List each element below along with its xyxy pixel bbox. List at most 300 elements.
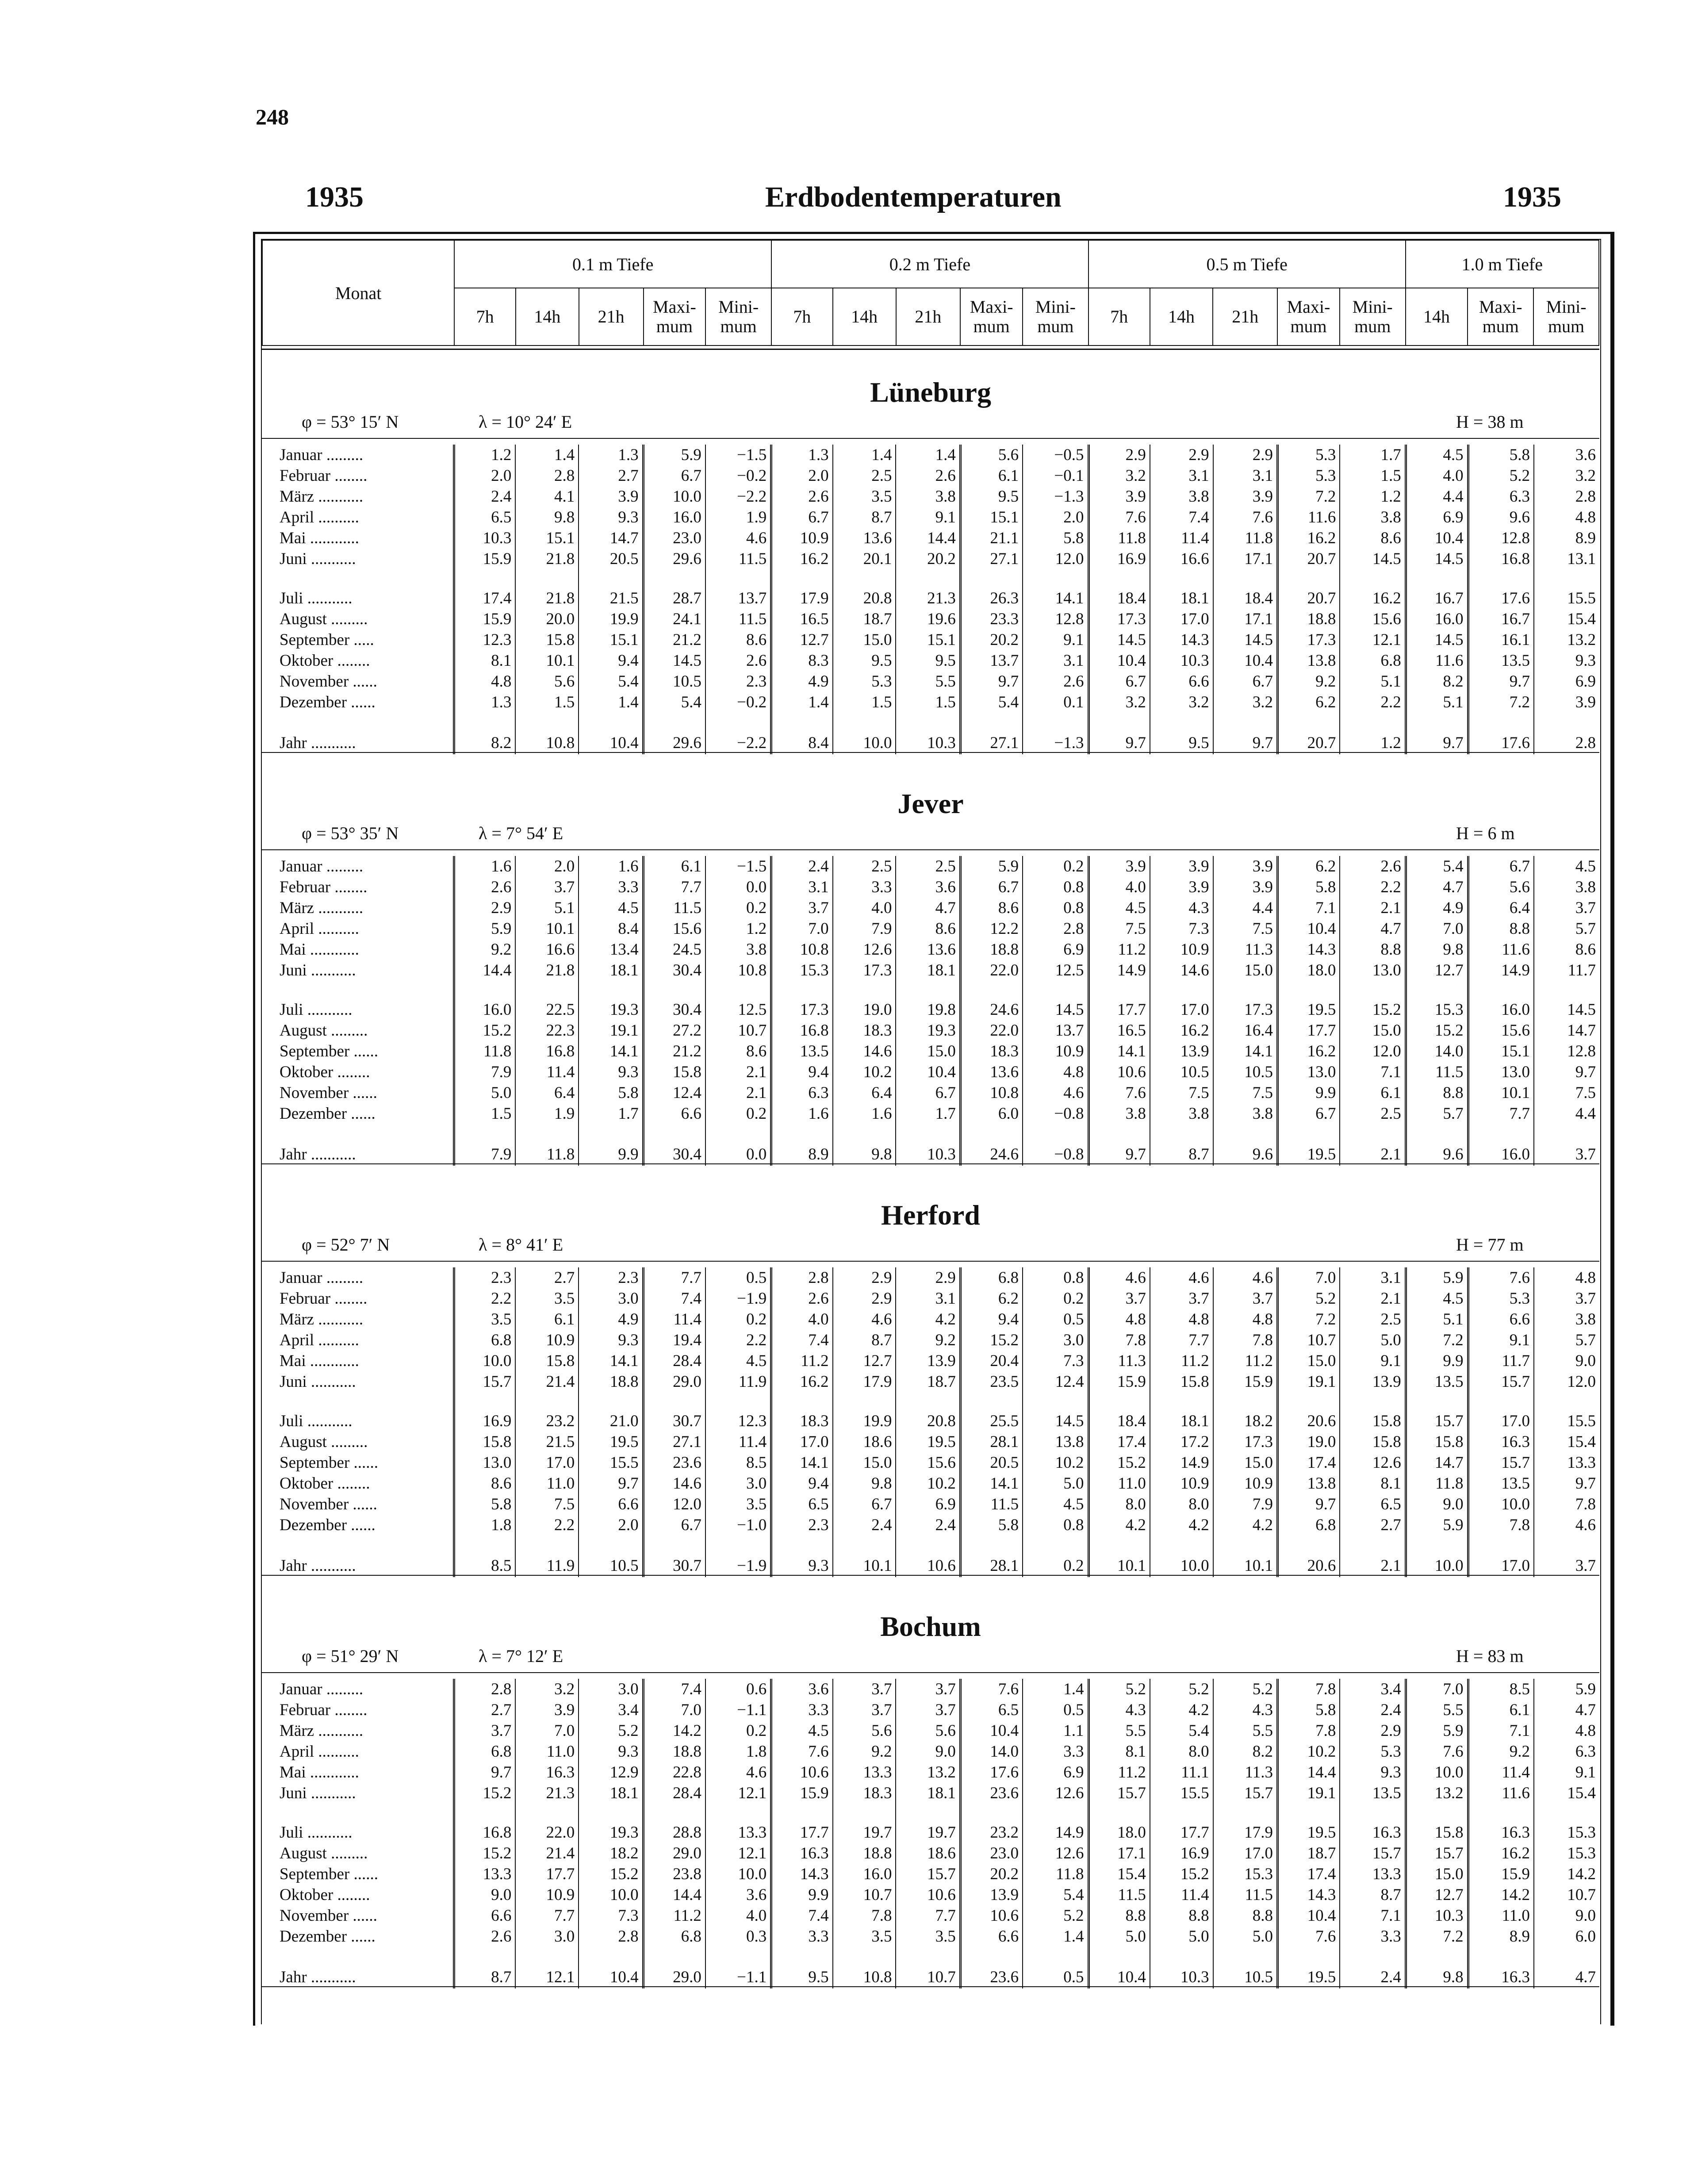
section-rule [262, 1261, 1599, 1262]
table-cell [515, 1947, 579, 1965]
table-cell: 8.0 [1150, 1494, 1213, 1515]
month-label [262, 713, 454, 731]
table-cell: 7.6 [1213, 507, 1278, 528]
table-cell: 5.2 [1150, 1679, 1213, 1700]
table-cell: 4.2 [1088, 1515, 1150, 1535]
table-cell [705, 1392, 771, 1411]
table-cell: 3.5 [454, 1309, 516, 1330]
table-cell: −1.0 [705, 1515, 771, 1535]
table-cell: 23.0 [643, 528, 705, 549]
table-cell: 7.9 [833, 918, 896, 939]
month-label: November ...... [280, 1907, 377, 1925]
table-cell [705, 1124, 771, 1143]
spacer-row [262, 713, 1599, 731]
table-cell: 28.1 [960, 1432, 1023, 1452]
table-cell: 10.0 [454, 1351, 516, 1371]
table-cell: −1.9 [705, 1288, 771, 1309]
section-rule [262, 849, 1599, 850]
table-cell: 2.9 [896, 1267, 960, 1288]
table-cell: 16.2 [1150, 1020, 1213, 1041]
table-cell: 14.6 [833, 1041, 896, 1062]
station-header [262, 1177, 1599, 1270]
table-cell [1468, 1535, 1534, 1554]
table-cell: 1.4 [833, 445, 896, 465]
table-cell: 10.4 [1088, 650, 1150, 671]
table-cell: 20.7 [1278, 731, 1340, 754]
table-cell: 6.1 [960, 465, 1023, 486]
table-cell: 10.8 [515, 731, 579, 754]
table-cell: 6.8 [960, 1267, 1023, 1288]
table-cell [579, 1392, 643, 1411]
table-cell: 6.6 [579, 1494, 643, 1515]
table-cell: 17.4 [1088, 1432, 1150, 1452]
table-cell: 19.1 [579, 1020, 643, 1041]
table-cell: 12.6 [1023, 1843, 1088, 1864]
table-cell: 14.2 [643, 1720, 705, 1741]
table-cell: 15.0 [833, 1452, 896, 1473]
spacer-row [262, 981, 1599, 999]
table-cell: 3.3 [771, 1926, 833, 1947]
table-cell: 14.1 [1213, 1041, 1278, 1062]
table-cell: 3.7 [771, 898, 833, 918]
table-cell: 2.9 [833, 1288, 896, 1309]
table-cell: 14.9 [1150, 1452, 1213, 1473]
table-cell: 2.1 [705, 1082, 771, 1103]
table-cell: 9.7 [960, 671, 1023, 692]
hour-header-21: 21h [1213, 288, 1277, 345]
table-cell [643, 981, 705, 999]
table-cell [1406, 1535, 1468, 1554]
table-cell [1534, 1392, 1599, 1411]
table-row [262, 1452, 1599, 1473]
table-cell: 12.8 [1534, 1041, 1599, 1062]
spacer-row [262, 1947, 1599, 1965]
minimum-header: Mini- mum [1533, 288, 1599, 345]
table-cell: 13.2 [896, 1762, 960, 1783]
header-year-right: 1935 [1503, 181, 1561, 213]
table-cell: 3.2 [1213, 692, 1278, 713]
table-row [262, 549, 1599, 569]
table-cell: 10.3 [896, 731, 960, 754]
table-row [262, 1679, 1599, 1700]
table-cell: 1.9 [705, 507, 771, 528]
table-cell: 3.3 [579, 877, 643, 898]
table-cell: 12.2 [960, 918, 1023, 939]
month-label: Dezember ...... [280, 1927, 376, 1946]
table-cell [643, 569, 705, 588]
table-cell: 5.2 [1213, 1679, 1278, 1700]
table-cell: 1.4 [1023, 1679, 1088, 1700]
month-label: Januar ......... [280, 857, 364, 875]
table-cell [454, 1804, 516, 1822]
table-cell: 16.3 [1468, 1432, 1534, 1452]
table-cell: 9.8 [833, 1473, 896, 1494]
table-cell: 13.0 [1278, 1062, 1340, 1082]
table-cell: 7.7 [896, 1905, 960, 1926]
table-cell: 15.7 [1088, 1783, 1150, 1804]
table-cell [771, 1804, 833, 1822]
month-label: Mai ............ [280, 940, 359, 959]
table-cell [454, 1947, 516, 1965]
table-cell: 19.5 [896, 1432, 960, 1452]
table-cell: 1.4 [771, 692, 833, 713]
table-cell: 19.7 [896, 1822, 960, 1843]
table-cell [833, 1804, 896, 1822]
table-cell: 2.8 [1023, 918, 1088, 939]
depth-header-0-1: 0.1 m Tiefe [454, 240, 771, 288]
table-cell: 19.4 [643, 1330, 705, 1351]
table-cell: 7.8 [1088, 1330, 1150, 1351]
table-cell: 2.1 [1340, 1143, 1406, 1166]
table-cell: 10.0 [705, 1864, 771, 1885]
month-label: Oktober ........ [280, 1063, 370, 1081]
table-cell: 19.5 [579, 1432, 643, 1452]
table-cell: 28.7 [643, 588, 705, 609]
table-cell: −1.3 [1023, 731, 1088, 754]
table-cell: 12.5 [1023, 960, 1088, 981]
table-row [262, 609, 1599, 629]
table-cell: 30.4 [643, 999, 705, 1020]
table-cell: 11.3 [1088, 1351, 1150, 1371]
table-cell [643, 1392, 705, 1411]
table-cell: 10.0 [833, 731, 896, 754]
table-cell: 12.1 [515, 1965, 579, 1988]
maximum-header: Maxi- mum [960, 288, 1023, 345]
month-label: Oktober ........ [280, 652, 370, 670]
table-cell: 10.1 [1213, 1554, 1278, 1577]
table-cell: 29.0 [643, 1843, 705, 1864]
table-cell: 13.5 [771, 1041, 833, 1062]
table-cell: 1.9 [515, 1103, 579, 1124]
table-cell: 28.4 [643, 1351, 705, 1371]
table-cell [1213, 1947, 1278, 1965]
table-cell: 7.0 [515, 1720, 579, 1741]
table-cell: 3.4 [579, 1700, 643, 1720]
table-cell: 3.7 [1534, 1288, 1599, 1309]
table-cell: 9.0 [1406, 1494, 1468, 1515]
table-cell: 5.4 [1406, 856, 1468, 877]
table-cell: 18.3 [833, 1783, 896, 1804]
table-cell: 13.9 [896, 1351, 960, 1371]
month-label [262, 1535, 454, 1554]
table-cell: 15.1 [1468, 1041, 1534, 1062]
table-cell: 5.9 [1406, 1267, 1468, 1288]
table-cell: 11.5 [705, 609, 771, 629]
table-cell: 16.8 [454, 1822, 516, 1843]
table-cell: 10.0 [1406, 1554, 1468, 1577]
table-cell: 14.5 [1534, 999, 1599, 1020]
table-cell [771, 1947, 833, 1965]
table-cell: 28.1 [960, 1554, 1023, 1577]
table-cell: 4.8 [1088, 1309, 1150, 1330]
table-cell: 13.6 [833, 528, 896, 549]
table-cell: 4.5 [1406, 1288, 1468, 1309]
table-cell: 2.6 [771, 1288, 833, 1309]
table-cell: 11.4 [1150, 528, 1213, 549]
table-cell: 14.3 [1150, 629, 1213, 650]
table-cell: 4.5 [1023, 1494, 1088, 1515]
table-cell: 5.1 [1340, 671, 1406, 692]
table-cell: 4.1 [515, 486, 579, 507]
table-cell: −1.9 [705, 1554, 771, 1577]
table-cell: 4.3 [1150, 898, 1213, 918]
table-cell: −0.2 [705, 465, 771, 486]
table-cell: 4.8 [1534, 1267, 1599, 1288]
table-cell: 11.8 [1406, 1473, 1468, 1494]
table-cell: 17.3 [833, 960, 896, 981]
table-cell: 1.1 [1023, 1720, 1088, 1741]
table-cell: 8.7 [833, 1330, 896, 1351]
table-cell [454, 981, 516, 999]
table-row [262, 486, 1599, 507]
table-cell: 8.6 [454, 1473, 516, 1494]
table-row [262, 507, 1599, 528]
table-cell [896, 1947, 960, 1965]
table-cell [1340, 1804, 1406, 1822]
table-cell [896, 1804, 960, 1822]
table-cell: 15.3 [1213, 1864, 1278, 1885]
table-cell: 26.3 [960, 588, 1023, 609]
table-cell: 6.1 [515, 1309, 579, 1330]
table-cell: 10.7 [833, 1885, 896, 1905]
table-cell: 4.9 [579, 1309, 643, 1330]
table-cell: 0.5 [1023, 1965, 1088, 1988]
table-cell: 3.9 [1150, 877, 1213, 898]
table-cell [1468, 1947, 1534, 1965]
table-cell [515, 1804, 579, 1822]
table-cell: 22.0 [960, 960, 1023, 981]
table-cell: 1.4 [1023, 1926, 1088, 1947]
table-cell: 10.7 [1534, 1885, 1599, 1905]
table-cell: 16.0 [1468, 999, 1534, 1020]
hour-header-7: 7h [771, 288, 833, 345]
table-cell: 12.0 [1534, 1371, 1599, 1392]
table-cell: 5.0 [454, 1082, 516, 1103]
table-cell: 1.6 [771, 1103, 833, 1124]
table-cell [1406, 713, 1468, 731]
table-cell: 9.0 [1534, 1905, 1599, 1926]
table-cell: 16.2 [1340, 588, 1406, 609]
table-cell [1088, 569, 1150, 588]
table-cell: 8.9 [1468, 1926, 1534, 1947]
table-cell: 9.5 [896, 650, 960, 671]
table-cell: 6.9 [896, 1494, 960, 1515]
month-label: Mai ............ [280, 1763, 359, 1781]
table-cell: 15.8 [1406, 1822, 1468, 1843]
table-cell: 2.8 [1534, 731, 1599, 754]
table-cell: 6.5 [960, 1700, 1023, 1720]
station-data-table [262, 1679, 1599, 1988]
table-cell: 8.9 [771, 1143, 833, 1166]
table-cell [454, 713, 516, 731]
table-cell: 23.6 [643, 1452, 705, 1473]
table-cell: 10.1 [1468, 1082, 1534, 1103]
table-cell: 11.2 [643, 1905, 705, 1926]
table-cell: 19.1 [1278, 1371, 1340, 1392]
table-cell [515, 1535, 579, 1554]
table-cell: 18.2 [579, 1843, 643, 1864]
table-cell: 8.1 [454, 650, 516, 671]
table-cell [1406, 1392, 1468, 1411]
table-cell: 7.0 [1406, 918, 1468, 939]
table-cell: 10.2 [833, 1062, 896, 1082]
station-height: H = 77 m [1456, 1235, 1524, 1255]
table-cell: 17.3 [1088, 609, 1150, 629]
table-cell: 15.9 [454, 549, 516, 569]
table-cell: 11.0 [1468, 1905, 1534, 1926]
table-cell: 4.4 [1534, 1103, 1599, 1124]
month-label: Jahr ........... [280, 1968, 356, 1986]
table-cell: 8.2 [1406, 671, 1468, 692]
table-cell: 14.3 [771, 1864, 833, 1885]
table-row [262, 1288, 1599, 1309]
table-cell: 7.8 [1213, 1330, 1278, 1351]
month-label: November ...... [280, 672, 377, 691]
section-end-rule [262, 1986, 1599, 1987]
table-cell [643, 713, 705, 731]
table-cell: 2.9 [454, 898, 516, 918]
table-cell: 3.9 [1213, 877, 1278, 898]
table-cell: 12.0 [1340, 1041, 1406, 1062]
month-label: April .......... [280, 1743, 359, 1761]
table-row [262, 1411, 1599, 1432]
table-cell: 16.0 [1406, 609, 1468, 629]
table-cell: 5.1 [1406, 692, 1468, 713]
table-cell [1278, 713, 1340, 731]
table-cell: 4.6 [833, 1309, 896, 1330]
table-cell: 3.1 [896, 1288, 960, 1309]
table-cell: −1.3 [1023, 486, 1088, 507]
table-cell: 8.1 [1340, 1473, 1406, 1494]
table-cell: 14.2 [1534, 1864, 1599, 1885]
table-cell: 6.7 [1088, 671, 1150, 692]
table-cell: 15.2 [454, 1020, 516, 1041]
table-cell: 7.4 [643, 1288, 705, 1309]
table-cell: 7.6 [1088, 1082, 1150, 1103]
column-header [262, 240, 1599, 346]
table-cell: 15.6 [643, 918, 705, 939]
table-cell: 3.9 [1088, 486, 1150, 507]
table-cell: 7.1 [1340, 1905, 1406, 1926]
table-cell [454, 1535, 516, 1554]
table-cell: 10.8 [960, 1082, 1023, 1103]
table-cell: 21.3 [515, 1783, 579, 1804]
table-cell: 9.7 [1534, 1062, 1599, 1082]
table-cell: 17.9 [833, 1371, 896, 1392]
table-cell [1150, 1124, 1213, 1143]
table-cell: 9.4 [771, 1473, 833, 1494]
table-cell: 12.7 [771, 629, 833, 650]
table-cell: 5.5 [1406, 1700, 1468, 1720]
table-cell: 1.6 [579, 856, 643, 877]
table-cell: 5.8 [1278, 877, 1340, 898]
table-cell: 2.0 [771, 465, 833, 486]
table-cell: 23.3 [960, 609, 1023, 629]
table-cell: 14.7 [1406, 1452, 1468, 1473]
table-cell: 18.4 [1088, 1411, 1150, 1432]
table-cell: 2.6 [1340, 856, 1406, 877]
table-cell: 3.7 [896, 1700, 960, 1720]
table-row [262, 1020, 1599, 1041]
table-cell: 23.6 [960, 1965, 1023, 1988]
table-cell: 5.6 [896, 1720, 960, 1741]
table-cell: 28.8 [643, 1822, 705, 1843]
table-cell: 3.7 [833, 1700, 896, 1720]
table-row [262, 528, 1599, 549]
table-row [262, 650, 1599, 671]
table-cell [1468, 1804, 1534, 1822]
table-cell: 15.5 [1534, 1411, 1599, 1432]
table-cell: 0.8 [1023, 1267, 1088, 1288]
table-cell: 6.9 [1023, 939, 1088, 960]
table-cell: 3.7 [1534, 1143, 1599, 1166]
table-cell: 10.0 [1150, 1554, 1213, 1577]
table-cell: 10.4 [1088, 1965, 1150, 1988]
table-cell: 19.3 [896, 1020, 960, 1041]
table-cell: 15.4 [1534, 1432, 1599, 1452]
table-cell [1088, 1392, 1150, 1411]
table-cell: 6.7 [1213, 671, 1278, 692]
table-cell: 13.8 [1278, 1473, 1340, 1494]
table-cell: 14.9 [1023, 1822, 1088, 1843]
table-cell: 16.9 [1088, 549, 1150, 569]
table-row [262, 877, 1599, 898]
table-cell: 0.1 [1023, 692, 1088, 713]
section-end-rule [262, 752, 1599, 753]
table-cell: 9.4 [771, 1062, 833, 1082]
table-cell: 11.8 [1023, 1864, 1088, 1885]
table-cell [1278, 1804, 1340, 1822]
table-cell: 10.7 [705, 1020, 771, 1041]
table-cell: 20.8 [833, 588, 896, 609]
table-cell: 18.0 [1278, 960, 1340, 981]
table-cell: 6.1 [643, 856, 705, 877]
table-cell: 4.8 [1534, 1720, 1599, 1741]
table-cell: 17.6 [1468, 588, 1534, 609]
table-cell: 11.4 [1150, 1885, 1213, 1905]
table-cell: 15.1 [579, 629, 643, 650]
table-cell: 17.4 [454, 588, 516, 609]
hour-header-7: 7h [1088, 288, 1150, 345]
table-cell: 16.9 [454, 1411, 516, 1432]
table-cell: 13.5 [1340, 1783, 1406, 1804]
table-cell: 5.6 [833, 1720, 896, 1741]
table-cell: 27.1 [643, 1432, 705, 1452]
table-cell: 18.1 [1150, 588, 1213, 609]
table-cell: 11.0 [515, 1473, 579, 1494]
station-name: Herford [881, 1199, 980, 1231]
table-cell [1534, 569, 1599, 588]
table-cell [896, 1392, 960, 1411]
table-row [262, 1926, 1599, 1947]
table-cell: 25.5 [960, 1411, 1023, 1432]
table-cell: 10.8 [833, 1965, 896, 1988]
table-row [262, 1432, 1599, 1452]
table-cell: 21.8 [515, 960, 579, 981]
table-cell: 19.0 [833, 999, 896, 1020]
table-cell: 11.4 [515, 1062, 579, 1082]
table-cell: 5.0 [1213, 1926, 1278, 1947]
table-row [262, 1309, 1599, 1330]
table-cell: 6.2 [960, 1288, 1023, 1309]
table-cell: 14.4 [454, 960, 516, 981]
table-cell: 17.1 [1088, 1843, 1150, 1864]
table-cell: 12.6 [833, 939, 896, 960]
table-cell: 16.3 [771, 1843, 833, 1864]
table-row [262, 1062, 1599, 1082]
table-cell: 3.9 [1213, 856, 1278, 877]
table-cell: 9.1 [1468, 1330, 1534, 1351]
